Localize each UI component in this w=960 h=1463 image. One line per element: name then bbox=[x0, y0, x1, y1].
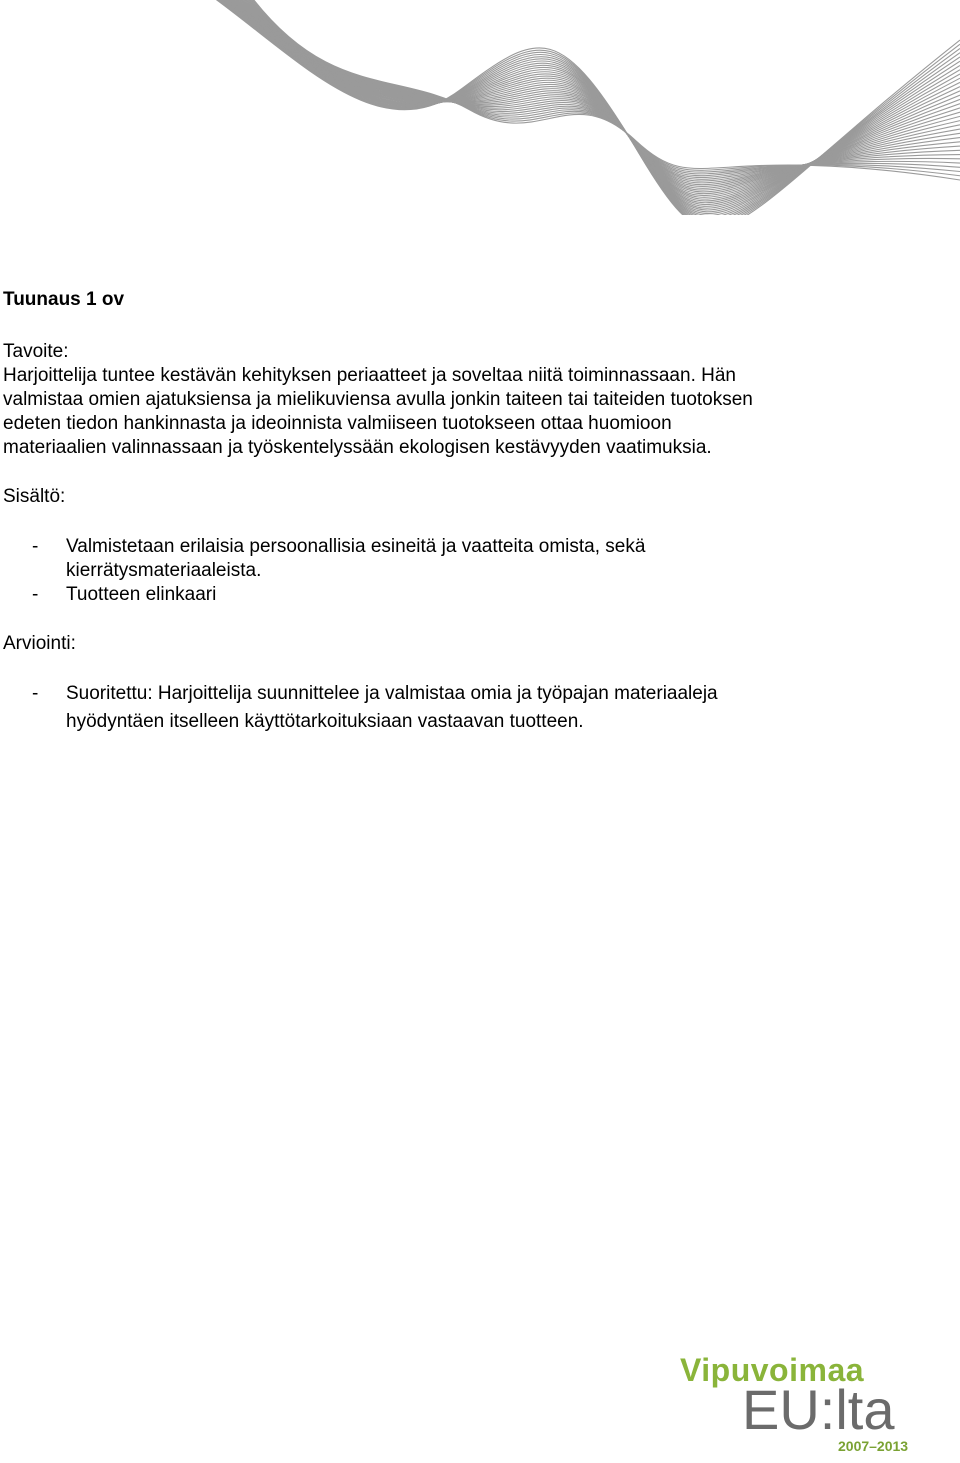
assessment-item-text: Suoritettu: Harjoittelija suunnittelee ja valmistaa omia ja työpajan materiaaleja bbox=[66, 683, 718, 704]
dash-bullet: - bbox=[32, 536, 39, 557]
vipuvoimaa-eu-logo bbox=[672, 1352, 932, 1460]
content-label: Sisältö: bbox=[3, 486, 66, 507]
content-item-text: Tuotteen elinkaari bbox=[66, 584, 217, 605]
dash-bullet: - bbox=[32, 584, 39, 605]
content-item-text: Valmistetaan erilaisia persoonallisia esineitä ja vaatteita omista, sekä bbox=[66, 536, 646, 557]
goal-text-line: Harjoittelija tuntee kestävän kehityksen periaatteet ja soveltaa niitä toiminnassaan. Hän bbox=[3, 365, 736, 386]
logo-eu-text: EU:lta bbox=[742, 1378, 895, 1441]
content-item-text: kierrätysmateriaaleista. bbox=[66, 560, 262, 581]
goal-text-line: materiaalien valinnassaan ja työskentelyssään ekologisen kestävyyden vaatimuksia. bbox=[3, 437, 712, 458]
logo-years: 2007–2013 bbox=[838, 1438, 909, 1454]
assessment-item-text: hyödyntäen itselleen käyttötarkoituksiaan vastaavan tuotteen. bbox=[66, 711, 584, 732]
logo-title: Vipuvoimaa bbox=[680, 1352, 865, 1388]
goal-text-line: edeten tiedon hankinnasta ja ideoinnista valmiiseen tuotokseen ottaa huomioon bbox=[3, 413, 672, 434]
dash-bullet: - bbox=[32, 683, 39, 704]
wave-lines-graphic bbox=[0, 0, 960, 215]
document-title: Tuunaus 1 ov bbox=[3, 289, 125, 310]
goal-label: Tavoite: bbox=[3, 341, 69, 362]
goal-text-line: valmistaa omien ajatuksiensa ja mielikuviensa avulla jonkin taiteen tai taiteiden tuotoksen bbox=[3, 389, 753, 410]
assessment-label: Arviointi: bbox=[3, 633, 76, 654]
wave-line bbox=[229, 0, 960, 199]
